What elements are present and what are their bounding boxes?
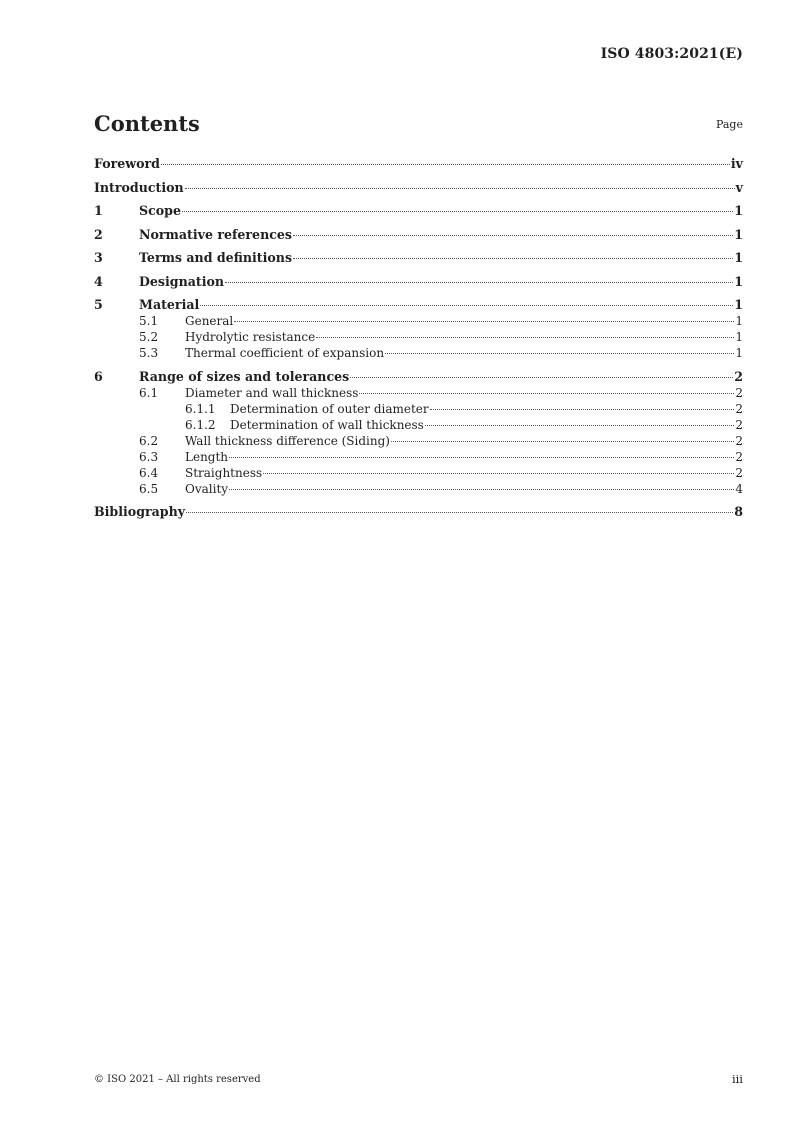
toc-entry-page: 1 <box>734 226 743 242</box>
toc-entry-page: 8 <box>734 504 743 519</box>
toc-entry-title: General <box>185 314 234 328</box>
toc-entry-title: Determination of outer diameter <box>230 401 429 416</box>
dot-leader <box>225 282 733 283</box>
toc-entry-page: 2 <box>734 368 743 384</box>
toc-entry-material[interactable] <box>94 297 743 313</box>
toc-entry-number: 5.3 <box>139 346 159 360</box>
toc-entry-title: Scope <box>139 203 181 218</box>
toc-entry-title: Thermal coefficient of expansion <box>185 346 385 360</box>
toc-entry-number: 1 <box>94 203 103 218</box>
footer-page-number: iii <box>731 1072 743 1086</box>
toc-entry-number: 6.3 <box>139 449 159 464</box>
toc-entry-straightness[interactable] <box>94 465 743 481</box>
toc-entry-page: 1 <box>735 314 743 328</box>
toc-entry-range-of-sizes[interactable] <box>94 369 743 385</box>
toc-entry-title: Diameter and wall thickness <box>185 385 359 400</box>
toc-entry-ovality[interactable] <box>94 481 743 497</box>
dot-leader <box>350 377 733 378</box>
dot-leader <box>182 211 733 212</box>
toc-entry-title: Ovality <box>185 481 229 496</box>
toc-entry-general[interactable] <box>94 313 743 329</box>
toc-entry-thermal-coefficient[interactable] <box>94 345 743 361</box>
toc-entry-number: 4 <box>94 273 103 289</box>
toc-entry-title: Normative references <box>139 226 293 242</box>
toc-entry-title: Foreword <box>94 156 160 171</box>
toc-entry-hydrolytic-resistance[interactable] <box>94 329 743 345</box>
page-column-label: Page <box>715 118 743 131</box>
toc-entry-number: 5.1 <box>139 314 159 328</box>
toc-entry-title: Bibliography <box>94 504 186 519</box>
toc-entry-number: 6.1.1 <box>185 401 216 416</box>
toc-entry-page: 2 <box>735 449 743 464</box>
toc-entry-title: Determination of wall thickness <box>230 417 424 432</box>
toc-entry-outer-diameter[interactable] <box>94 401 743 417</box>
toc-entry-designation[interactable] <box>94 274 743 290</box>
toc-entry-length[interactable] <box>94 449 743 465</box>
toc-entry-page: 1 <box>735 346 743 360</box>
dot-leader <box>234 321 734 322</box>
footer-copyright: © ISO 2021 – All rights reserved <box>94 1074 261 1085</box>
table-of-contents <box>94 156 743 520</box>
dot-leader <box>229 457 734 458</box>
dot-leader <box>263 473 734 474</box>
toc-entry-number: 6.1.2 <box>185 417 216 432</box>
toc-entry-page: 2 <box>735 385 743 400</box>
toc-entry-title: Terms and definitions <box>139 250 293 265</box>
document-id: ISO 4803:2021(E) <box>600 46 743 62</box>
toc-entry-number: 6 <box>94 368 103 384</box>
toc-entry-title: Length <box>185 449 229 464</box>
toc-entry-title: Hydrolytic resistance <box>185 330 316 344</box>
toc-entry-normative-references[interactable] <box>94 227 743 243</box>
dot-leader <box>161 164 730 165</box>
toc-entry-title: Range of sizes and tolerances <box>139 368 350 384</box>
toc-entry-scope[interactable] <box>94 203 743 219</box>
toc-entry-title: Material <box>139 297 200 312</box>
toc-entry-number: 5.2 <box>139 330 159 344</box>
dot-leader <box>385 353 734 354</box>
toc-entry-introduction[interactable] <box>94 180 743 196</box>
dot-leader <box>425 425 735 426</box>
toc-entry-diameter-wall-thickness[interactable] <box>94 385 743 401</box>
toc-entry-page: 1 <box>735 330 743 344</box>
toc-entry-page: 2 <box>735 433 743 448</box>
dot-leader <box>293 235 733 236</box>
toc-entry-wall-thickness-difference[interactable] <box>94 433 743 449</box>
dot-leader <box>316 337 734 338</box>
contents-heading: Contents <box>94 111 200 136</box>
toc-entry-page: 1 <box>734 203 743 218</box>
toc-entry-page: iv <box>730 156 743 171</box>
toc-entry-number: 6.1 <box>139 385 159 400</box>
dot-leader <box>430 409 735 410</box>
toc-entry-number: 6.2 <box>139 433 159 448</box>
toc-entry-bibliography[interactable] <box>94 504 743 520</box>
toc-entry-title: Introduction <box>94 179 184 195</box>
toc-entry-number: 5 <box>94 297 103 312</box>
toc-entry-number: 3 <box>94 250 103 265</box>
toc-entry-wall-thickness-determination[interactable] <box>94 417 743 433</box>
toc-entry-number: 6.5 <box>139 481 159 496</box>
toc-entry-page: v <box>735 179 743 195</box>
toc-entry-title: Designation <box>139 273 225 289</box>
dot-leader <box>186 512 733 513</box>
dot-leader <box>185 188 735 189</box>
dot-leader <box>229 489 734 490</box>
toc-entry-title: Wall thickness difference (Siding) <box>185 433 390 448</box>
toc-entry-foreword[interactable] <box>94 156 743 172</box>
toc-entry-page: 4 <box>735 481 743 496</box>
toc-entry-page: 1 <box>734 273 743 289</box>
toc-entry-number: 2 <box>94 226 103 242</box>
toc-entry-terms-and-definitions[interactable] <box>94 250 743 266</box>
toc-entry-page: 1 <box>734 297 743 312</box>
toc-entry-title: Straightness <box>185 465 263 480</box>
dot-leader <box>359 393 734 394</box>
toc-entry-page: 2 <box>735 465 743 480</box>
dot-leader <box>391 441 734 442</box>
toc-entry-number: 6.4 <box>139 465 159 480</box>
dot-leader <box>200 305 733 306</box>
toc-entry-page: 2 <box>735 401 743 416</box>
dot-leader <box>293 258 733 259</box>
toc-entry-page: 1 <box>734 250 743 265</box>
toc-entry-page: 2 <box>735 417 743 432</box>
